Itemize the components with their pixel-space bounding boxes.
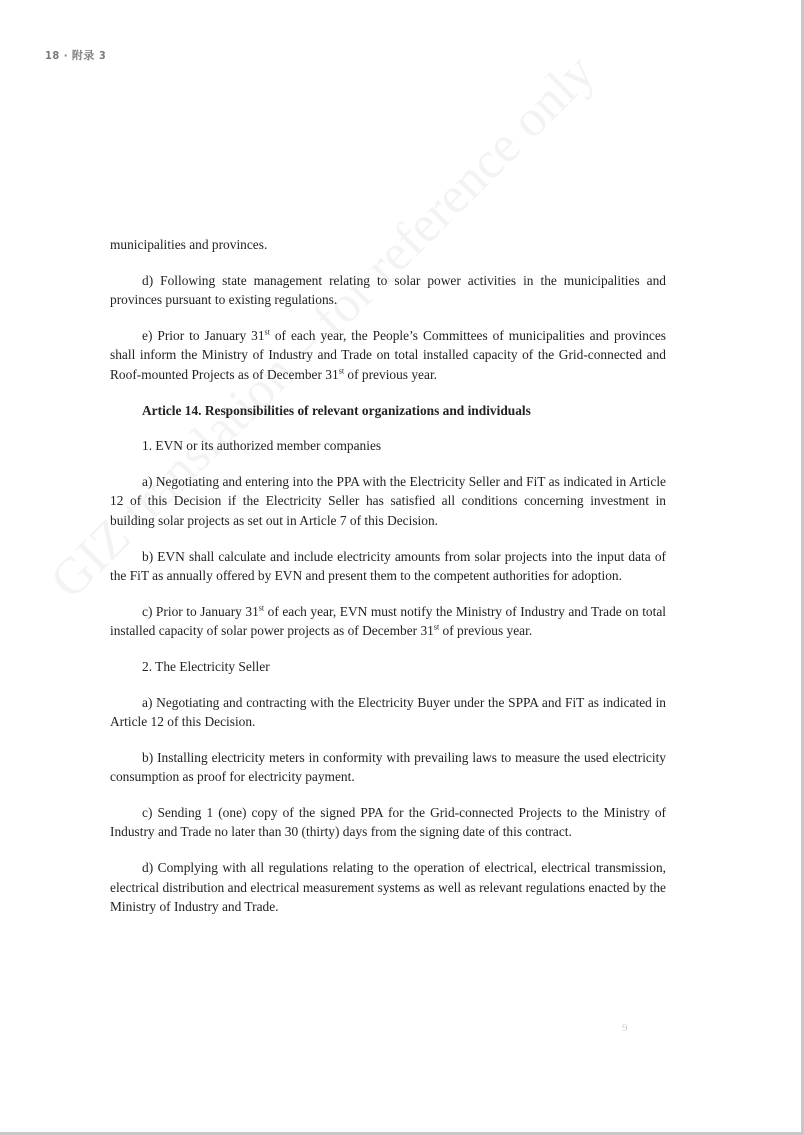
section-1-item-c: c) Prior to January 31st of each year, EVN must notify the Ministry of Industry and Trade on total installed capacity of solar power projects as of December 31st of previous year. (110, 603, 666, 639)
section-2-item-d: d) Complying with all regulations relating to the operation of electrical, electrical transmission, electrical distribution and electrical measurement systems as well as relevant regulations enacted by the Ministry of Industry and Trade. (110, 860, 666, 915)
paragraph-d: d) Following state management relating to solar power activities in the municipalities and provinces pursuant to existing regulations. (110, 272, 666, 308)
page-number: 9 (622, 1022, 628, 1034)
section-2-item-a: a) Negotiating and contracting with the Electricity Buyer under the SPPA and FiT as indicated in Article 12 of this Decision. (110, 694, 666, 730)
paragraph-continuation: municipalities and provinces. (110, 237, 268, 252)
section-1-item-b: b) EVN shall calculate and include electricity amounts from solar projects into the input data of the FiT as annually offered by EVN and present them to the competent authorities for adoption. (110, 548, 666, 584)
article-heading: Article 14. Responsibilities of relevant organizations and individuals (142, 402, 531, 418)
section-2-title: 2. The Electricity Seller (142, 658, 270, 674)
running-header: 18 · 附录 3 (45, 49, 107, 62)
section-2-item-b: b) Installing electricity meters in conformity with prevailing laws to measure the used electricity consumption as proof for electricity payment. (110, 749, 666, 785)
section-1-title: 1. EVN or its authorized member companies (142, 438, 382, 454)
section-2-item-c: c) Sending 1 (one) copy of the signed PPA for the Grid-connected Projects to the Ministry of Industry and Trade no later than 30 (thirty) days from the signing date of this contract. (110, 804, 666, 840)
document-body (110, 235, 666, 933)
section-1-item-a: a) Negotiating and entering into the PPA with the Electricity Seller and FiT as indicated in Article 12 of this Decision if the Electricity Seller has satisfied all conditions concerning investment in building solar projects as set out in Article 7 of this Decision. (110, 473, 666, 528)
paragraph-e: e) Prior to January 31st of each year, the People’s Committees of municipalities and provinces shall inform the Ministry of Industry and Trade on total installed capacity of the Grid-connected and Roof-mounted Projects as of December 31st of previous year. (110, 327, 666, 382)
